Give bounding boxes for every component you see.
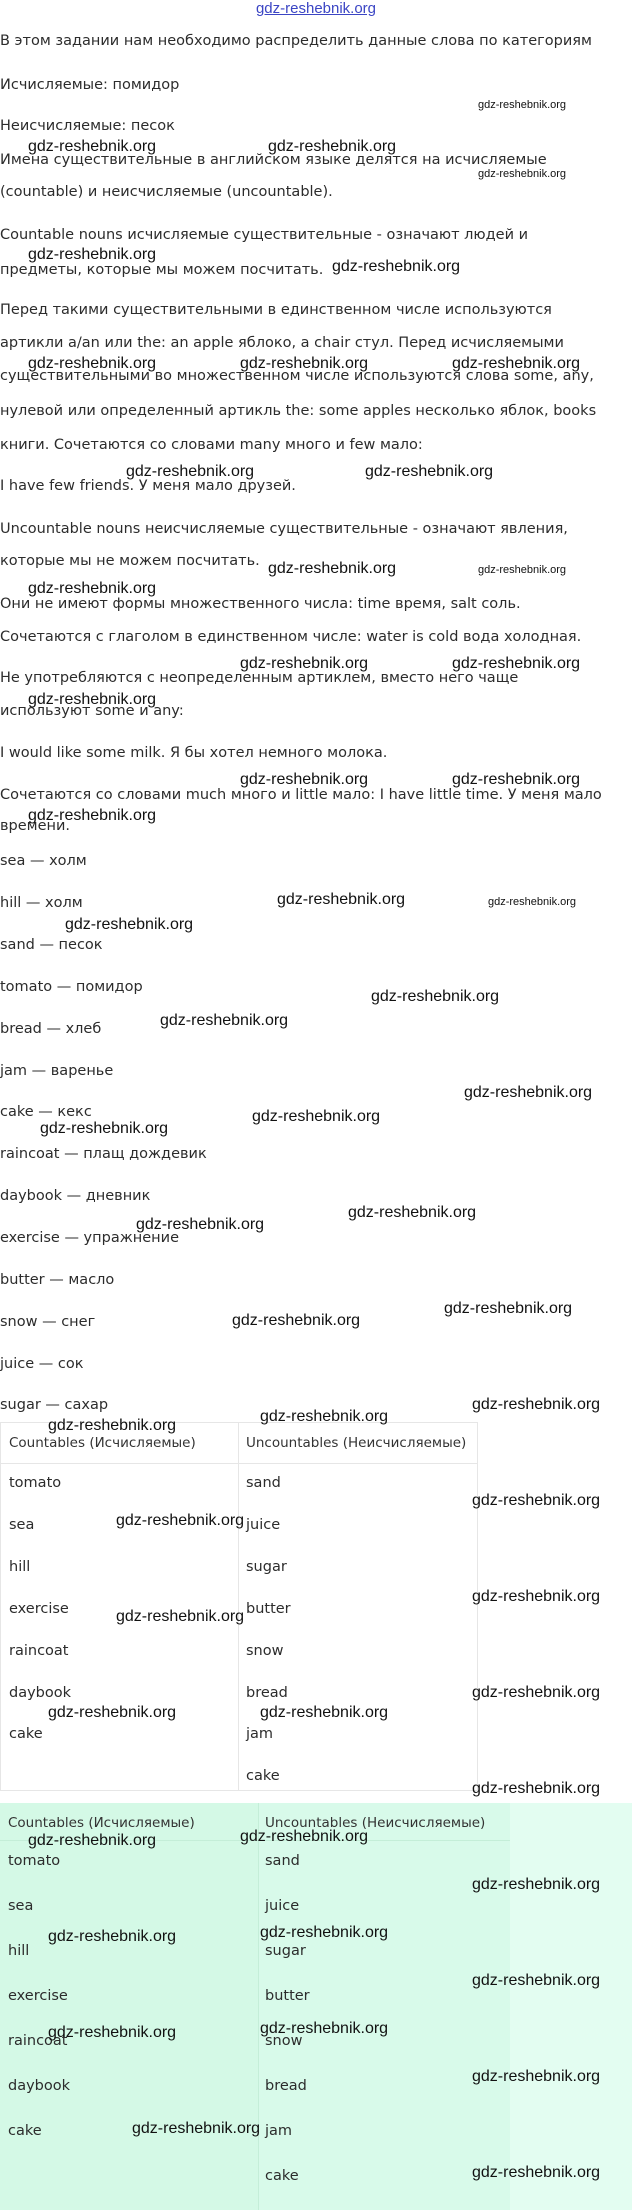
table-cell: jam — [265, 2123, 293, 2139]
watermark: gdz-reshebnik.org — [472, 1492, 601, 1509]
watermark: gdz-reshebnik.org — [48, 2024, 177, 2041]
table-cell: tomato — [9, 1475, 62, 1491]
watermark: gdz-reshebnik.org — [136, 1216, 265, 1233]
table-cell: tomato — [8, 1853, 61, 1869]
intro-text: В этом задании нам необходимо распределить данные слова по категориям — [0, 33, 592, 49]
watermark: gdz-reshebnik.org — [472, 2068, 601, 2085]
vocab-item: juice — сок — [0, 1356, 84, 1372]
category-table — [0, 1422, 478, 1791]
watermark: gdz-reshebnik.org — [116, 1608, 245, 1625]
table-cell: jam — [246, 1726, 274, 1742]
vocab-item: exercise — упражнение — [0, 1230, 179, 1246]
rule-line: времени. — [0, 818, 71, 834]
watermark: gdz-reshebnik.org — [28, 1832, 157, 1849]
table-divider — [238, 1423, 239, 1790]
watermark: gdz-reshebnik.org — [260, 1704, 389, 1721]
watermark: gdz-reshebnik.org — [116, 1512, 245, 1529]
watermark: gdz-reshebnik.org — [348, 1204, 477, 1221]
watermark: gdz-reshebnik.org — [260, 1924, 389, 1941]
watermark: gdz-reshebnik.org — [452, 355, 581, 372]
uncountables-header: Uncountables (Неисчисляемые) — [265, 1815, 486, 1831]
vocab-item: cake — кекс — [0, 1104, 92, 1120]
table-cell: exercise — [9, 1601, 69, 1617]
table-cell: bread — [265, 2078, 307, 2094]
watermark: gdz-reshebnik.org — [478, 99, 567, 111]
vocab-item: hill — холм — [0, 895, 83, 911]
rule-line: Не употребляются с неопределенным артиклем, вместо него чаще — [0, 670, 519, 686]
rule-line: Они не имеют формы множественного числа: time время, salt соль. — [0, 596, 521, 612]
table-cell: sand — [265, 1853, 300, 1869]
watermark: gdz-reshebnik.org — [478, 564, 567, 576]
rule-line: нулевой или определенный артикль the: some apples несколько яблок, books — [0, 403, 597, 419]
vocab-item: sea — холм — [0, 853, 87, 869]
example-line: I would like some milk. Я бы хотел немного молока. — [0, 745, 388, 761]
watermark: gdz-reshebnik.org — [444, 1300, 573, 1317]
watermark: gdz-reshebnik.org — [28, 355, 157, 372]
example-line: I have few friends. У меня мало друзей. — [0, 478, 296, 494]
watermark: gdz-reshebnik.org — [48, 1417, 177, 1434]
vocab-item: daybook — дневник — [0, 1188, 151, 1204]
watermark: gdz-reshebnik.org — [277, 891, 406, 908]
rule-line: Перед такими существительными в единственном числе используются — [0, 302, 552, 318]
countables-header: Countables (Исчисляемые) — [9, 1435, 196, 1451]
watermark: gdz-reshebnik.org — [452, 771, 581, 788]
watermark: gdz-reshebnik.org — [28, 691, 157, 708]
table-cell: juice — [265, 1898, 300, 1914]
watermark: gdz-reshebnik.org — [240, 655, 369, 672]
watermark: gdz-reshebnik.org — [232, 1312, 361, 1329]
table-cell: raincoat — [8, 2033, 68, 2049]
table-cell: sea — [9, 1517, 35, 1533]
watermark: gdz-reshebnik.org — [472, 1876, 601, 1893]
table-cell: cake — [8, 2123, 42, 2139]
rule-line: существительными во множественном числе используются слова some, any, — [0, 368, 594, 384]
watermark: gdz-reshebnik.org — [28, 246, 157, 263]
watermark: gdz-reshebnik.org — [48, 1704, 177, 1721]
table-cell: daybook — [9, 1685, 72, 1701]
rule-line: Countable nouns исчисляемые существительные - означают людей и — [0, 227, 529, 243]
watermark: gdz-reshebnik.org — [28, 138, 157, 155]
vocab-item: raincoat — плащ дождевик — [0, 1146, 207, 1162]
table-cell: sand — [246, 1475, 281, 1491]
table-cell: hill — [9, 1559, 31, 1575]
rule-line: предметы, которые мы можем посчитать. — [0, 262, 324, 278]
table-cell: sea — [8, 1898, 34, 1914]
watermark: gdz-reshebnik.org — [260, 2020, 389, 2037]
table-cell: sugar — [246, 1559, 287, 1575]
table-cell: bread — [246, 1685, 288, 1701]
uncountables-header: Uncountables (Неисчисляемые) — [246, 1435, 467, 1451]
table-cell: butter — [265, 1988, 310, 2004]
table-cell: juice — [246, 1517, 281, 1533]
rule-line: книги. Сочетаются со словами many много и few мало: — [0, 437, 423, 453]
watermark: gdz-reshebnik.org — [240, 771, 369, 788]
vocab-item: jam — варенье — [0, 1063, 114, 1079]
vocab-item: snow — снег — [0, 1314, 96, 1330]
watermark: gdz-reshebnik.org — [260, 1408, 389, 1425]
watermark: gdz-reshebnik.org — [65, 916, 194, 933]
watermark: gdz-reshebnik.org — [472, 1972, 601, 1989]
watermark: gdz-reshebnik.org — [472, 1588, 601, 1605]
table-cell: cake — [246, 1768, 280, 1784]
watermark: gdz-reshebnik.org — [365, 463, 494, 480]
countable-example: Исчисляемые: помидор — [0, 77, 180, 93]
watermark: gdz-reshebnik.org — [472, 1684, 601, 1701]
rule-line: Сочетаются со словами much много и little мало: I have little time. У меня мало — [0, 787, 602, 803]
table-cell: daybook — [8, 2078, 71, 2094]
rule-line: артикли a/an или the: an apple яблоко, a chair стул. Перед исчисляемыми — [0, 335, 564, 351]
watermark: gdz-reshebnik.org — [240, 355, 369, 372]
rule-line: которые мы не можем посчитать. — [0, 553, 260, 569]
watermark: gdz-reshebnik.org — [332, 258, 461, 275]
vocab-item: sugar — сахар — [0, 1397, 109, 1413]
watermark: gdz-reshebnik.org — [472, 1780, 601, 1797]
watermark: gdz-reshebnik.org — [452, 655, 581, 672]
table-column — [510, 1803, 632, 2210]
watermark: gdz-reshebnik.org — [48, 1928, 177, 1945]
watermark: gdz-reshebnik.org — [40, 1120, 169, 1137]
site-header-link[interactable]: gdz-reshebnik.org — [255, 0, 377, 17]
rule-line: используют some и any: — [0, 703, 184, 719]
vocab-item: tomato — помидор — [0, 979, 143, 995]
watermark: gdz-reshebnik.org — [160, 1012, 289, 1029]
table-cell: raincoat — [9, 1643, 69, 1659]
vocab-item: bread — хлеб — [0, 1021, 102, 1037]
table-divider — [258, 1803, 259, 2210]
watermark: gdz-reshebnik.org — [472, 1396, 601, 1413]
table-cell: cake — [9, 1726, 43, 1742]
table-cell: cake — [265, 2168, 299, 2184]
watermark: gdz-reshebnik.org — [268, 560, 397, 577]
vocab-item: sand — песок — [0, 937, 103, 953]
watermark: gdz-reshebnik.org — [488, 896, 577, 908]
uncountable-example: Неисчисляемые: песок — [0, 118, 175, 134]
watermark: gdz-reshebnik.org — [464, 1084, 593, 1101]
watermark: gdz-reshebnik.org — [126, 463, 255, 480]
watermark: gdz-reshebnik.org — [132, 2120, 261, 2137]
watermark: gdz-reshebnik.org — [28, 807, 157, 824]
table-cell: sugar — [265, 1943, 306, 1959]
rule-line: Uncountable nouns неисчисляемые существительные - означают явления, — [0, 521, 568, 537]
watermark: gdz-reshebnik.org — [240, 1828, 369, 1845]
watermark: gdz-reshebnik.org — [252, 1108, 381, 1125]
table-cell: snow — [265, 2033, 303, 2049]
table-cell: exercise — [8, 1988, 68, 2004]
table-cell: butter — [246, 1601, 291, 1617]
vocab-item: butter — масло — [0, 1272, 115, 1288]
watermark: gdz-reshebnik.org — [28, 580, 157, 597]
table-cell: hill — [8, 1943, 30, 1959]
rule-line: Имена существительные в английском языке делятся на исчисляемые — [0, 152, 547, 168]
table-divider — [1, 1463, 477, 1464]
category-table-highlighted — [0, 1803, 632, 2210]
rule-line: (countable) и неисчисляемые (uncountable). — [0, 184, 333, 200]
watermark: gdz-reshebnik.org — [268, 138, 397, 155]
watermark: gdz-reshebnik.org — [371, 988, 500, 1005]
countables-header: Countables (Исчисляемые) — [8, 1815, 195, 1831]
table-cell: snow — [246, 1643, 284, 1659]
rule-line: Сочетаются с глаголом в единственном числе: water is cold вода холодная. — [0, 629, 582, 645]
watermark: gdz-reshebnik.org — [478, 168, 567, 180]
watermark: gdz-reshebnik.org — [472, 2164, 601, 2181]
